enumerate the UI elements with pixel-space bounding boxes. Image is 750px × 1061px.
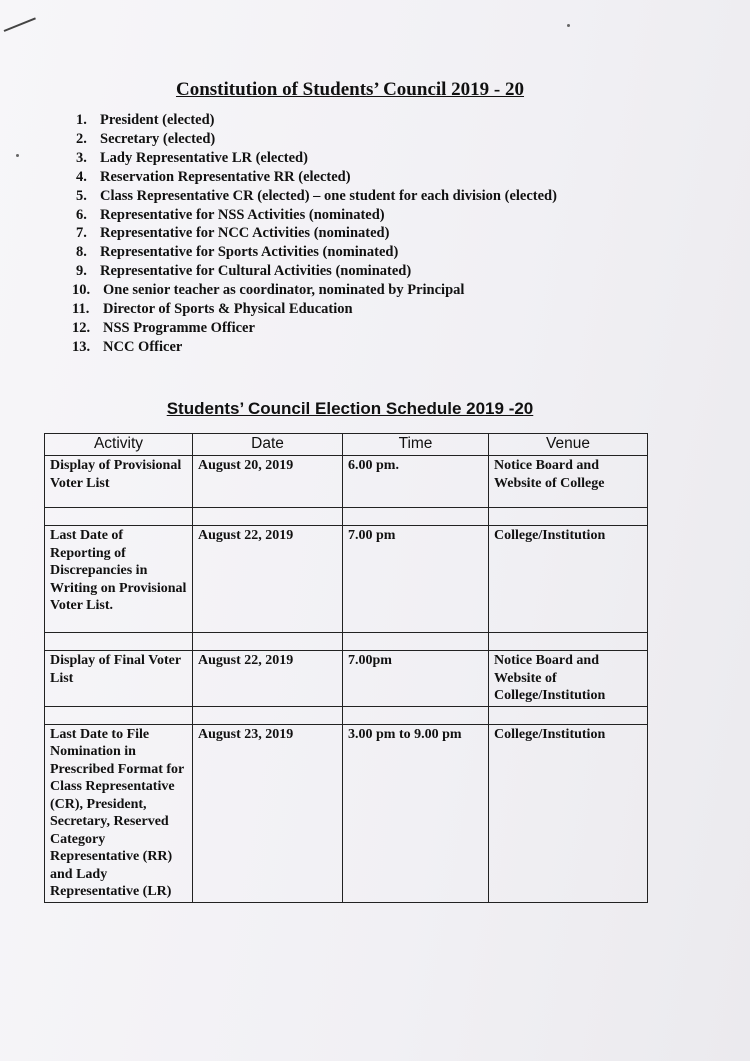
time-cell: 7.00 pm (343, 526, 489, 633)
time-cell: 6.00 pm. (343, 456, 489, 508)
venue-cell: College/Institution (489, 724, 648, 902)
table-row (45, 456, 648, 508)
table-row (45, 724, 648, 902)
table-header-row (45, 434, 648, 456)
column-header-date: Date (193, 434, 343, 456)
speck (16, 154, 19, 157)
activity-cell: Last Date of Reporting of Discrepancies in Writing on Provisional Voter List. (45, 526, 193, 633)
list-item: 6. Representative for NSS Activities (nominated) (76, 206, 385, 223)
table-spacer-row (45, 633, 648, 651)
list-item: 12. NSS Programme Officer (72, 319, 255, 336)
list-item: 7. Representative for NCC Activities (nominated) (76, 225, 390, 242)
activity-cell: Display of Final Voter List (45, 651, 193, 707)
list-item: 8. Representative for Sports Activities (nominated) (76, 244, 399, 261)
election-schedule-table (44, 433, 648, 903)
table-row (45, 651, 648, 707)
document-title: Constitution of Students’ Council 2019 - 20 (175, 79, 525, 100)
column-header-activity: Activity (45, 434, 193, 456)
list-item: 4. Reservation Representative RR (elected) (76, 168, 351, 185)
list-item: 1. President (elected) (76, 112, 215, 128)
activity-cell: Display of Provisional Voter List (45, 456, 193, 508)
list-item: 5. Class Representative CR (elected) – one student for each division (elected) (76, 187, 557, 204)
list-item: 9. Representative for Cultural Activities (nominated) (76, 263, 412, 280)
venue-cell: College/Institution (489, 526, 648, 633)
list-item: 13. NCC Officer (72, 338, 183, 355)
time-cell: 3.00 pm to 9.00 pm (343, 724, 489, 902)
column-header-time: Time (343, 434, 489, 456)
activity-cell: Last Date to File Nomination in Prescribed Format for Class Representative (CR), President, Secretary, Reserved Category Representative (RR) and Lady Representative (LR) (45, 724, 193, 902)
schedule-title: Students’ Council Election Schedule 2019 -20 (166, 399, 534, 418)
date-cell: August 20, 2019 (193, 456, 343, 508)
list-item: 11. Director of Sports & Physical Education (72, 301, 353, 318)
table-spacer-row (45, 706, 648, 724)
venue-cell: Notice Board and Website of College/Institution (489, 651, 648, 707)
list-item: 10. One senior teacher as coordinator, nominated by Principal (72, 282, 465, 299)
date-cell: August 22, 2019 (193, 526, 343, 633)
venue-cell: Notice Board and Website of College (489, 456, 648, 508)
table-spacer-row (45, 508, 648, 526)
speck (567, 24, 570, 27)
table-row (45, 526, 648, 633)
list-item: 2. Secretary (elected) (76, 130, 216, 147)
date-cell: August 22, 2019 (193, 651, 343, 707)
time-cell: 7.00pm (343, 651, 489, 707)
list-item: 3. Lady Representative LR (elected) (76, 149, 308, 166)
pen-mark (4, 17, 36, 32)
date-cell: August 23, 2019 (193, 724, 343, 902)
column-header-venue: Venue (489, 434, 648, 456)
council-members-list (72, 111, 557, 357)
